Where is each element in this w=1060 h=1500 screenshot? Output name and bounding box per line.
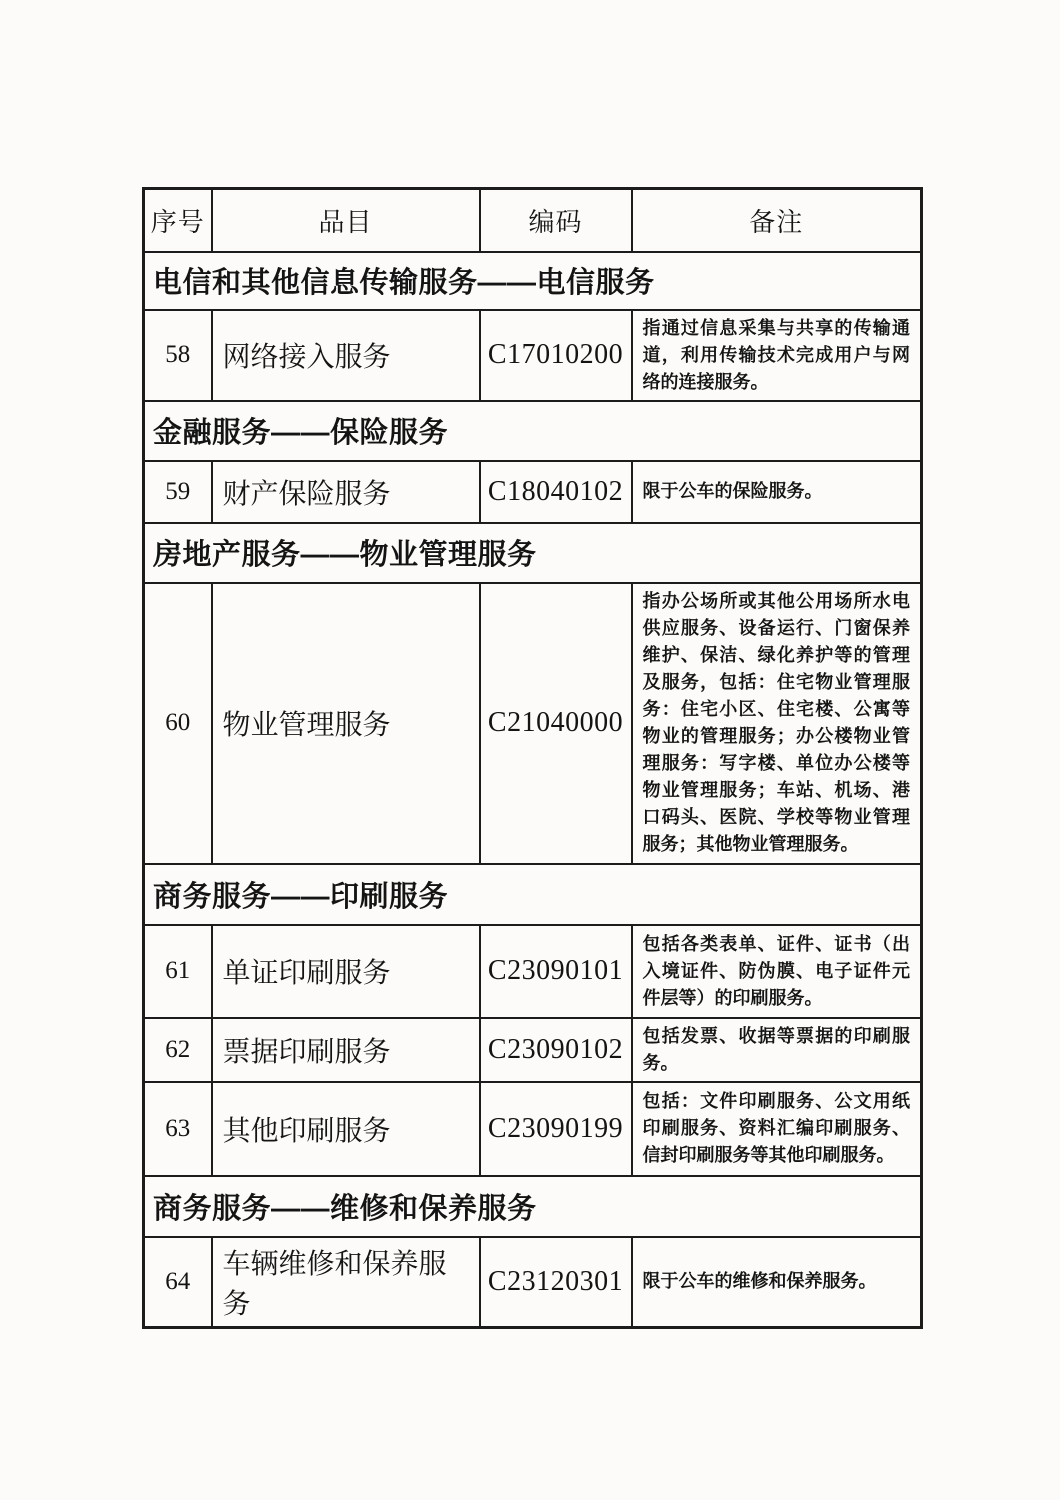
table-row [144, 1237, 922, 1328]
table-row [144, 461, 922, 523]
column-header-remark: 备注 [632, 189, 922, 252]
item-name-cell: 网络接入服务 [212, 310, 480, 401]
item-code-cell: C23090102 [480, 1018, 632, 1082]
document-table [142, 187, 923, 1329]
section-label: 商务服务——印刷服务 [144, 864, 922, 925]
section-label: 金融服务——保险服务 [144, 401, 922, 461]
item-remark-cell: 指通过信息采集与共享的传输通道，利用传输技术完成用户与网络的连接服务。 [632, 310, 922, 401]
table-row [144, 1082, 922, 1176]
item-remark-cell: 包括各类表单、证件、证书（出入境证件、防伪膜、电子证件元件层等）的印刷服务。 [632, 925, 922, 1018]
item-remark-cell: 限于公车的维修和保养服务。 [632, 1237, 922, 1328]
column-header-no: 序号 [144, 189, 212, 252]
row-number-cell: 59 [144, 461, 212, 523]
item-code-cell: C21040000 [480, 583, 632, 864]
item-name-cell: 物业管理服务 [212, 583, 480, 864]
table-row [144, 1018, 922, 1082]
section-row [144, 252, 922, 310]
row-number-cell: 58 [144, 310, 212, 401]
column-header-name: 品目 [212, 189, 480, 252]
section-row [144, 1176, 922, 1237]
item-code-cell: C23090199 [480, 1082, 632, 1176]
item-name-cell: 财产保险服务 [212, 461, 480, 523]
item-remark-cell: 包括：文件印刷服务、公文用纸印刷服务、资料汇编印刷服务、信封印刷服务等其他印刷服务。 [632, 1082, 922, 1176]
item-name-cell: 车辆维修和保养服务 [212, 1237, 480, 1328]
table-row [144, 310, 922, 401]
table-row [144, 583, 922, 864]
item-code-cell: C18040102 [480, 461, 632, 523]
row-number-cell: 63 [144, 1082, 212, 1176]
item-code-cell: C23120301 [480, 1237, 632, 1328]
item-name-cell: 单证印刷服务 [212, 925, 480, 1018]
item-code-cell: C23090101 [480, 925, 632, 1018]
section-row [144, 864, 922, 925]
table-row [144, 925, 922, 1018]
column-header-code: 编码 [480, 189, 632, 252]
section-row [144, 401, 922, 461]
row-number-cell: 60 [144, 583, 212, 864]
table-header-row [144, 189, 922, 252]
item-name-cell: 其他印刷服务 [212, 1082, 480, 1176]
item-remark-cell: 包括发票、收据等票据的印刷服务。 [632, 1018, 922, 1082]
item-name-cell: 票据印刷服务 [212, 1018, 480, 1082]
item-remark-cell: 指办公场所或其他公用场所水电供应服务、设备运行、门窗保养维护、保洁、绿化养护等的管理及服务，包括：住宅物业管理服务：住宅小区、住宅楼、公寓等物业的管理服务；办公楼物业管理服务：写字楼、单位办公楼等物业管理服务；车站、机场、港口码头、医院、学校等物业管理服务；其他物业管理服务。 [632, 583, 922, 864]
item-code-cell: C17010200 [480, 310, 632, 401]
row-number-cell: 62 [144, 1018, 212, 1082]
row-number-cell: 61 [144, 925, 212, 1018]
section-label: 电信和其他信息传输服务——电信服务 [144, 252, 922, 310]
item-remark-cell: 限于公车的保险服务。 [632, 461, 922, 523]
section-label: 商务服务——维修和保养服务 [144, 1176, 922, 1237]
section-label: 房地产服务——物业管理服务 [144, 523, 922, 583]
section-row [144, 523, 922, 583]
row-number-cell: 64 [144, 1237, 212, 1328]
